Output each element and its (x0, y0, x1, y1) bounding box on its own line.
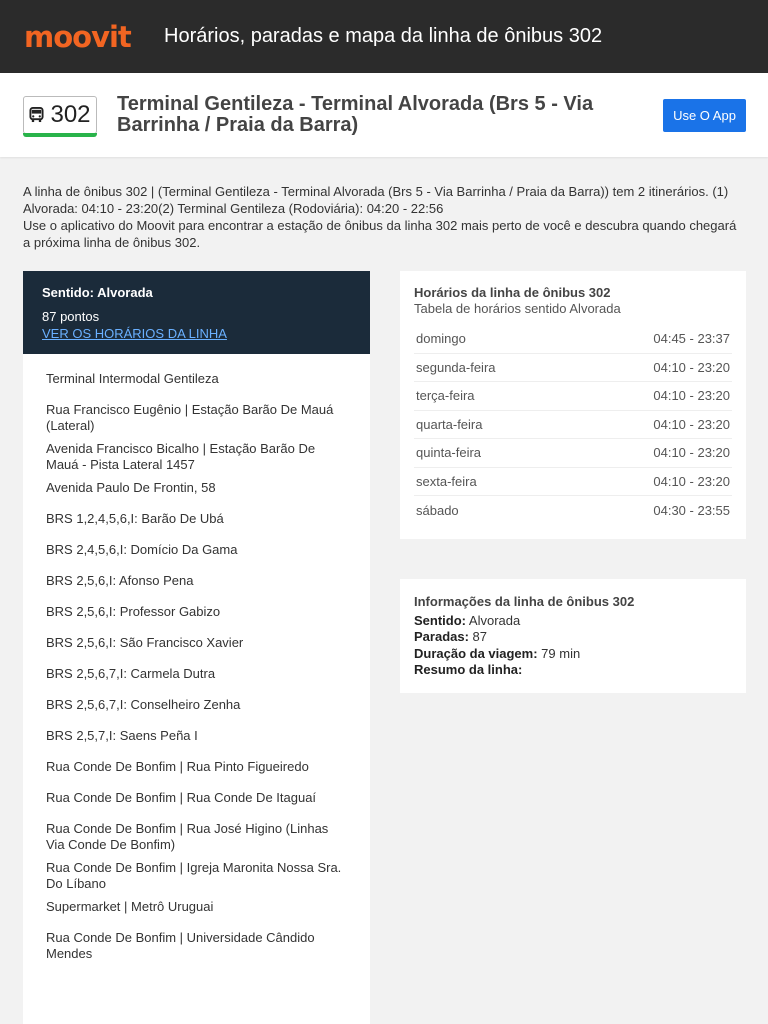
schedule-day: sexta-feira (416, 473, 477, 489)
stop-list (23, 354, 370, 1024)
info-card (400, 579, 746, 693)
direction-panel (23, 271, 370, 1024)
stop-item[interactable]: Rua Conde De Bonfim | Rua Conde De Itaguaí (46, 790, 317, 805)
schedule-day: sábado (416, 502, 459, 518)
info-stops-label: Paradas: (414, 629, 469, 644)
schedule-hours: 04:10 - 23:20 (653, 445, 730, 461)
schedule-hours: 04:30 - 23:55 (653, 502, 730, 518)
info-stops (414, 629, 732, 646)
schedule-title: Horários da linha de ônibus 302 (414, 285, 611, 300)
stop-item[interactable]: BRS 2,5,7,I: Saens Peña I (46, 728, 198, 743)
stop-count: 87 pontos (42, 309, 100, 324)
description-itineraries: A linha de ônibus 302 | (Terminal Gentileza - Terminal Alvorada (Brs 5 - Via Barrinha / Praia da Barra)) tem 2 itinerários. (1) Alvorada: 04:10 - 23:20(2) Terminal Gentileza (Rodoviária): 04:20 - 22:56 (23, 184, 729, 216)
line-number: 302 (50, 101, 91, 128)
content-columns (0, 251, 768, 1024)
info-direction (414, 613, 732, 630)
schedule-day: segunda-feira (416, 359, 496, 375)
schedule-row (414, 468, 732, 497)
bus-icon (29, 107, 44, 123)
schedule-hours: 04:10 - 23:20 (653, 359, 730, 375)
info-duration (414, 646, 732, 663)
view-schedule-link[interactable]: VER OS HORÁRIOS DA LINHA (42, 326, 227, 341)
info-duration-label: Duração da viagem: (414, 645, 538, 661)
stop-item[interactable]: Avenida Francisco Bicalho | Estação Barão De Mauá - Pista Lateral 1457 (46, 441, 316, 472)
page-title: Horários, paradas e mapa da linha de ônibus 302 (164, 25, 603, 47)
stop-item[interactable]: Rua Conde De Bonfim | Igreja Maronita Nossa Sra. Do Líbano (46, 860, 342, 891)
schedule-hours: 04:10 - 23:20 (653, 473, 730, 489)
line-description (0, 157, 768, 251)
direction-header (23, 271, 370, 354)
description-app: Use o aplicativo do Moovit para encontrar a estação de ônibus da linha 302 mais perto de você e descubra quando chegará a próxima linha de ônibus 302. (23, 218, 737, 250)
line-title: Terminal Gentileza - Terminal Alvorada (Brs 5 - Via Barrinha / Praia da Barra) (117, 93, 594, 136)
schedule-card (400, 271, 746, 539)
stop-item[interactable]: Rua Conde De Bonfim | Universidade Cândido Mendes (46, 930, 315, 961)
stop-item[interactable]: BRS 1,2,4,5,6,I: Barão De Ubá (46, 511, 224, 526)
stop-item[interactable]: BRS 2,4,5,6,I: Domício Da Gama (46, 542, 238, 557)
line-header (0, 73, 768, 157)
stop-item[interactable]: Avenida Paulo De Frontin, 58 (46, 480, 216, 495)
schedule-subtitle: Tabela de horários sentido Alvorada (414, 301, 621, 316)
info-title: Informações da linha de ônibus 302 (414, 593, 635, 609)
right-column (400, 271, 746, 1024)
info-stops-value: 87 (472, 629, 488, 644)
schedule-row (414, 325, 732, 354)
schedule-day: domingo (416, 331, 466, 347)
schedule-row (414, 382, 732, 411)
top-bar (0, 0, 768, 73)
schedule-hours: 04:10 - 23:20 (653, 416, 730, 432)
schedule-day: quarta-feira (416, 416, 483, 432)
schedule-table (414, 325, 732, 525)
moovit-logo[interactable]: moovit (24, 19, 131, 54)
stop-item[interactable]: Rua Conde De Bonfim | Rua Pinto Figueiredo (46, 759, 309, 774)
info-direction-label: Sentido: (414, 612, 466, 628)
stop-item[interactable]: Rua Conde De Bonfim | Rua José Higino (Linhas Via Conde De Bonfim) (46, 821, 329, 852)
schedule-row (414, 496, 732, 525)
stop-item[interactable]: Rua Francisco Eugênio | Estação Barão De Mauá (Lateral) (46, 402, 334, 433)
schedule-hours: 04:45 - 23:37 (653, 331, 730, 347)
stop-item[interactable]: Terminal Intermodal Gentileza (46, 371, 219, 386)
line-badge (23, 96, 97, 134)
info-duration-value: 79 min (541, 645, 581, 661)
schedule-day: terça-feira (416, 388, 475, 404)
info-direction-value: Alvorada (468, 612, 521, 628)
stop-item[interactable]: BRS 2,5,6,I: Afonso Pena (46, 573, 194, 588)
use-app-button[interactable]: Use O App (663, 99, 746, 132)
stop-item[interactable]: BRS 2,5,6,I: Professor Gabizo (46, 604, 221, 619)
direction-title: Sentido: Alvorada (42, 285, 153, 300)
schedule-row (414, 411, 732, 440)
schedule-hours: 04:10 - 23:20 (653, 388, 730, 404)
stop-item[interactable]: Supermarket | Metrô Uruguai (46, 899, 214, 914)
schedule-row (414, 354, 732, 383)
stop-item[interactable]: BRS 2,5,6,7,I: Carmela Dutra (46, 666, 216, 681)
stop-item[interactable]: BRS 2,5,6,I: São Francisco Xavier (46, 635, 244, 650)
schedule-day: quinta-feira (416, 445, 482, 461)
stop-item[interactable]: BRS 2,5,6,7,I: Conselheiro Zenha (46, 697, 241, 712)
info-summary (414, 662, 732, 679)
schedule-row (414, 439, 732, 468)
info-summary-label: Resumo da linha: (414, 662, 523, 677)
